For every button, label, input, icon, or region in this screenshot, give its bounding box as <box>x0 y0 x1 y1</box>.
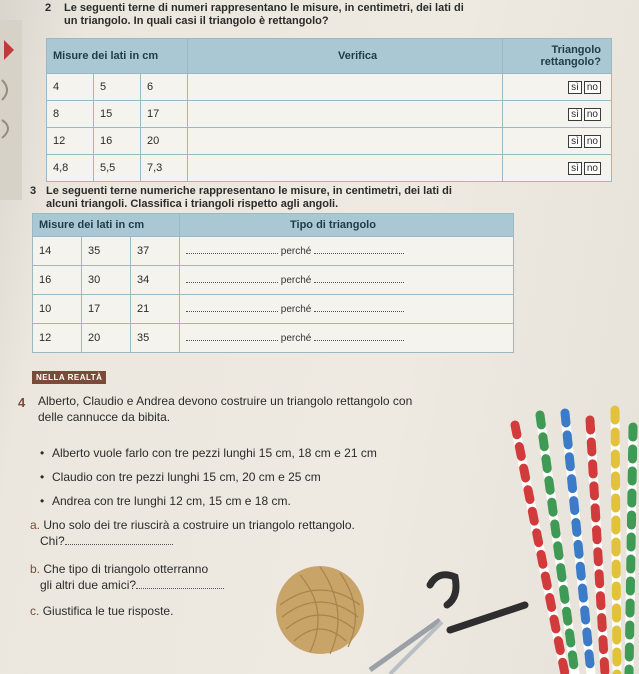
answer-cell <box>503 74 612 101</box>
yes-option[interactable]: sì <box>568 81 582 94</box>
no-option[interactable]: no <box>584 81 601 94</box>
measures-header: Misure dei lati in cm <box>47 39 188 74</box>
table-row <box>33 237 514 266</box>
table-row <box>33 266 514 295</box>
right-triangle-header <box>503 39 612 74</box>
side-c: 7,3 <box>141 155 188 182</box>
exercise-4-intro-line-2: delle cannucce da bibita. <box>38 410 171 424</box>
question-b <box>30 561 280 593</box>
side-c: 20 <box>141 128 188 155</box>
exercise-4-intro <box>38 393 508 425</box>
side-c: 34 <box>131 266 180 295</box>
question-c-text: Giustifica le tue risposte. <box>42 604 174 618</box>
side-b: 5 <box>94 74 141 101</box>
question-a-letter: a. <box>30 518 41 532</box>
yes-option[interactable]: sì <box>568 108 582 121</box>
verify-cell[interactable] <box>188 101 503 128</box>
side-b: 5,5 <box>94 155 141 182</box>
exercise-2-number: 2 <box>45 2 52 14</box>
side-a: 4 <box>47 74 94 101</box>
question-b-sub: gli altri due amici? <box>40 578 137 592</box>
no-option[interactable]: no <box>584 108 601 121</box>
answer-cell <box>503 128 612 155</box>
side-b: 15 <box>94 101 141 128</box>
table-row <box>47 74 612 101</box>
no-option[interactable]: no <box>584 135 601 148</box>
exercise-4-number: 4 <box>18 395 26 410</box>
side-b: 17 <box>82 295 131 324</box>
exercise-3-number: 3 <box>30 185 37 197</box>
exercise-2-line-1: Le seguenti terne di numeri rappresentano le misure, in centimetri, dei lati di <box>64 2 464 14</box>
exercise-2-text <box>64 2 624 28</box>
exercise-3-line-2: alcuni triangoli. Classifica i triangoli rispetto agli angoli. <box>46 198 339 210</box>
because-label: perché <box>280 333 312 344</box>
no-option[interactable]: no <box>584 162 601 175</box>
exercise-3-text <box>46 185 606 211</box>
table-row <box>33 295 514 324</box>
answer-line[interactable] <box>65 544 173 545</box>
answer-line[interactable] <box>136 588 224 589</box>
because-label: perché <box>280 275 312 286</box>
type-cell[interactable] <box>180 266 514 295</box>
side-c: 6 <box>141 74 188 101</box>
question-a <box>30 517 500 549</box>
side-c: 17 <box>141 101 188 128</box>
table-row <box>47 155 612 182</box>
exercise-2-line-2: un triangolo. In quali casi il triangolo è rettangolo? <box>64 15 329 27</box>
question-a-text: Uno solo dei tre riuscirà a costruire un triangolo rettangolo. <box>43 518 355 532</box>
margin-decoration <box>0 20 22 200</box>
side-b: 35 <box>82 237 131 266</box>
side-c: 21 <box>131 295 180 324</box>
table-row <box>47 101 612 128</box>
side-a: 4,8 <box>47 155 94 182</box>
question-c-letter: c. <box>30 604 40 618</box>
side-a: 12 <box>33 324 82 353</box>
answer-cell <box>503 101 612 128</box>
type-cell[interactable] <box>180 237 514 266</box>
type-cell[interactable] <box>180 295 514 324</box>
side-a: 8 <box>47 101 94 128</box>
side-a: 14 <box>33 237 82 266</box>
side-a: 10 <box>33 295 82 324</box>
exercise-4-intro-line-1: Alberto, Claudio e Andrea devono costruire un triangolo rettangolo con <box>38 394 413 408</box>
list-item: • Claudio con tre pezzi lunghi 15 cm, 20 cm e 25 cm <box>52 469 321 485</box>
list-item: • Alberto vuole farlo con tre pezzi lunghi 15 cm, 18 cm e 21 cm <box>52 445 377 461</box>
measures-header: Misure dei lati in cm <box>33 214 180 237</box>
verify-cell[interactable] <box>188 74 503 101</box>
side-b: 20 <box>82 324 131 353</box>
side-b: 16 <box>94 128 141 155</box>
because-label: perché <box>280 304 312 315</box>
table-row <box>47 128 612 155</box>
side-a: 16 <box>33 266 82 295</box>
question-b-letter: b. <box>30 562 41 576</box>
triangle-classification-table <box>32 213 514 353</box>
question-b-text: Che tipo di triangolo otterranno <box>43 562 209 576</box>
verify-cell[interactable] <box>188 155 503 182</box>
right-triangle-header-line2: rettangolo? <box>540 56 601 68</box>
triangle-type-header: Tipo di triangolo <box>180 214 514 237</box>
side-c: 35 <box>131 324 180 353</box>
verify-cell[interactable] <box>188 128 503 155</box>
side-b: 30 <box>82 266 131 295</box>
type-cell[interactable] <box>180 324 514 353</box>
right-triangle-header-line1: Triangolo <box>551 44 601 56</box>
table-row <box>33 324 514 353</box>
exercise-3-line-1: Le seguenti terne numeriche rappresentano le misure, in centimetri, dei lati di <box>46 185 452 197</box>
side-c: 37 <box>131 237 180 266</box>
list-item: • Andrea con tre lunghi 12 cm, 15 cm e 18 cm. <box>52 493 291 509</box>
verify-header: Verifica <box>188 39 503 74</box>
yes-option[interactable]: sì <box>568 135 582 148</box>
question-c <box>30 603 280 619</box>
section-badge: NELLA REALTÀ <box>32 371 106 384</box>
scissors-illustration <box>330 560 530 674</box>
question-a-sub: Chi? <box>40 534 65 548</box>
yes-option[interactable]: sì <box>568 162 582 175</box>
right-triangle-table <box>46 38 612 182</box>
because-label: perché <box>280 246 312 257</box>
answer-cell <box>503 155 612 182</box>
side-a: 12 <box>47 128 94 155</box>
